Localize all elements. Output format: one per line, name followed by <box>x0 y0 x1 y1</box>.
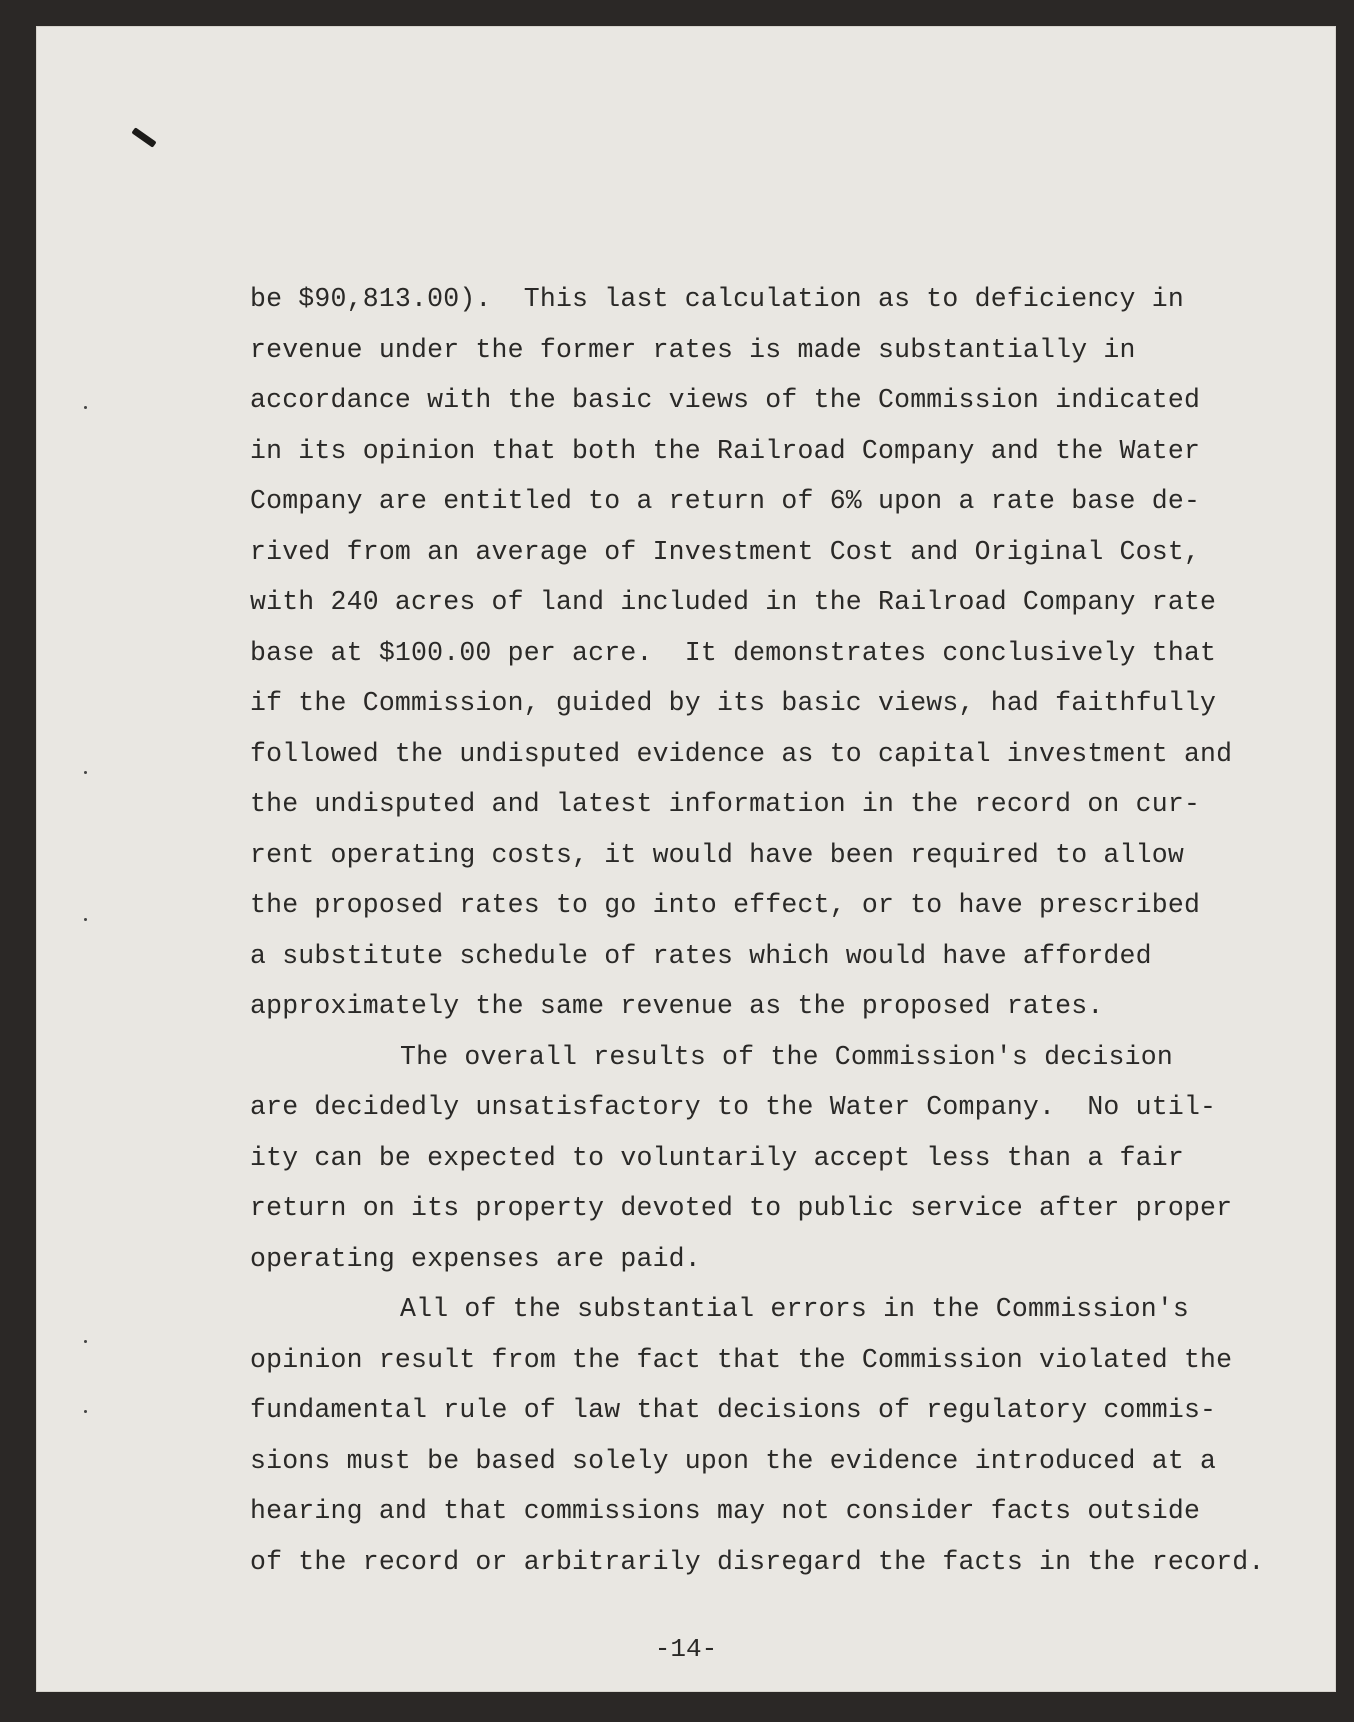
text-line: Company are entitled to a return of 6% upon a rate base de- <box>250 486 1201 516</box>
paragraph <box>250 1284 1265 1587</box>
text-line: All of the substantial errors in the Commission's <box>400 1294 1190 1324</box>
text-line: operating expenses are paid. <box>250 1243 701 1274</box>
text-line: accordance with the basic views of the Commission indicated <box>250 385 1201 415</box>
text-line: hearing and that commissions may not consider facts outside <box>250 1496 1201 1526</box>
text-line: base at $100.00 per acre. It demonstrates conclusively that <box>250 637 1217 668</box>
page-number: -14- <box>654 1634 718 1664</box>
text-line: followed the undisputed evidence as to capital investment and <box>250 738 1233 769</box>
margin-dot <box>84 1410 87 1413</box>
text-line: rent operating costs, it would have been required to allow <box>250 839 1184 870</box>
margin-dot <box>84 406 87 409</box>
margin-dot <box>84 771 87 774</box>
text-line: the undisputed and latest information in the record on cur- <box>250 789 1201 819</box>
paragraph <box>250 274 1250 1032</box>
paragraph <box>250 1032 1250 1285</box>
text-line: rived from an average of Investment Cost and Original Cost, <box>250 536 1201 567</box>
text-line: sions must be based solely upon the evidence introduced at a <box>250 1445 1217 1476</box>
document-body <box>250 274 1265 1587</box>
text-line: approximately the same revenue as the proposed rates. <box>250 991 1104 1021</box>
text-line: return on its property devoted to public service after proper <box>250 1193 1233 1223</box>
text-line: opinion result from the fact that the Commission violated the <box>250 1344 1233 1375</box>
text-line: The overall results of the Commission's decision <box>400 1041 1173 1072</box>
text-line: revenue under the former rates is made substantially in <box>250 334 1136 365</box>
text-line: of the record or arbitrarily disregard the facts in the record. <box>250 1546 1265 1577</box>
text-line: ity can be expected to voluntarily accept less than a fair <box>250 1142 1184 1173</box>
margin-dot <box>84 1340 87 1343</box>
document-page <box>36 26 1336 1692</box>
text-line: are decidedly unsatisfactory to the Water Company. No util- <box>250 1092 1217 1122</box>
text-line: the proposed rates to go into effect, or to have prescribed <box>250 890 1201 920</box>
text-line: be $90,813.00). This last calculation as to deficiency in <box>250 284 1184 314</box>
text-line: in its opinion that both the Railroad Company and the Water <box>250 435 1201 466</box>
text-line: with 240 acres of land included in the Railroad Company rate <box>250 587 1217 617</box>
text-line: a substitute schedule of rates which would have afforded <box>250 940 1152 971</box>
ink-mark <box>131 127 156 148</box>
margin-dot <box>84 918 87 921</box>
text-line: fundamental rule of law that decisions of regulatory commis- <box>250 1395 1217 1425</box>
text-line: if the Commission, guided by its basic views, had faithfully <box>250 688 1217 718</box>
